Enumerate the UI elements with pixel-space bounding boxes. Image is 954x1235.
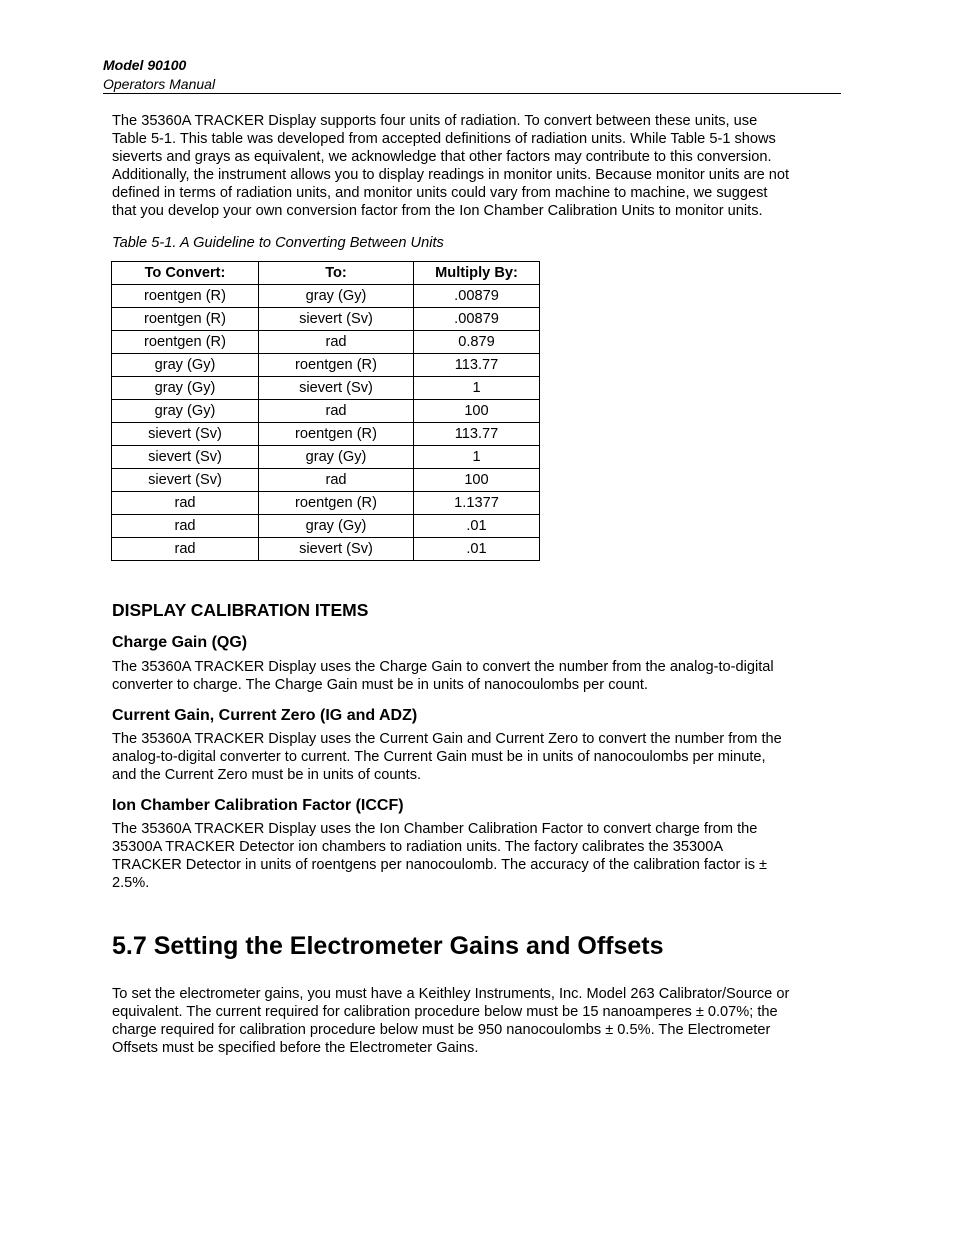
table-cell: gray (Gy) xyxy=(112,377,259,400)
text-line: To set the electrometer gains, you must have a Keithley Instruments, Inc. Model 263 Calibrator/Source or xyxy=(112,986,790,1002)
table-cell: rad xyxy=(112,538,259,561)
table-row xyxy=(112,377,540,400)
text-line: TRACKER Detector in units of roentgens per nanocoulomb. The accuracy of the calibration factor is ± xyxy=(112,857,768,873)
table-cell: rad xyxy=(259,469,414,492)
text-line: Offsets must be specified before the Electrometer Gains. xyxy=(112,1040,479,1056)
unit-conversion-table xyxy=(111,261,540,561)
text-line: 35300A TRACKER Detector ion chambers to radiation units. The factory calibrates the 35300A xyxy=(112,839,724,855)
table-cell: sievert (Sv) xyxy=(112,446,259,469)
table-cell: gray (Gy) xyxy=(259,285,414,308)
table-cell: roentgen (R) xyxy=(259,423,414,446)
table-cell: rad xyxy=(112,515,259,538)
table-cell: 1 xyxy=(414,446,540,469)
manual-title: Operators Manual xyxy=(103,76,216,92)
table-cell: sievert (Sv) xyxy=(259,377,414,400)
table-row xyxy=(112,446,540,469)
table-cell: roentgen (R) xyxy=(259,492,414,515)
page-header xyxy=(103,56,841,93)
table-cell: .01 xyxy=(414,515,540,538)
table-cell: .01 xyxy=(414,538,540,561)
text-line: charge required for calibration procedure below must be 950 nanocoulombs ± 0.5%. The Electrometer xyxy=(112,1022,771,1038)
text-line: Table 5-1. This table was developed from accepted definitions of radiation units. While Table 5-1 shows xyxy=(112,131,776,147)
text-line: sieverts and grays as equivalent, we acknowledge that other factors may contribute to this conversion. xyxy=(112,149,772,165)
table-cell: 113.77 xyxy=(414,423,540,446)
model-name: Model 90100 xyxy=(103,57,187,73)
table-cell: .00879 xyxy=(414,285,540,308)
table-cell: sievert (Sv) xyxy=(259,308,414,331)
current-gain-paragraph xyxy=(112,730,844,784)
column-header: To Convert: xyxy=(112,262,259,285)
text-line: analog-to-digital converter to current. The Current Gain must be in units of nanocoulombs per minute, xyxy=(112,749,766,765)
table-cell: .00879 xyxy=(414,308,540,331)
text-line: Additionally, the instrument allows you to display readings in monitor units. Because monitor units are not xyxy=(112,167,790,183)
table-cell: rad xyxy=(112,492,259,515)
table-cell: gray (Gy) xyxy=(259,446,414,469)
table-cell: roentgen (R) xyxy=(259,354,414,377)
table-cell: 0.879 xyxy=(414,331,540,354)
section-heading: DISPLAY CALIBRATION ITEMS xyxy=(112,600,369,620)
table-row xyxy=(112,354,540,377)
table-row xyxy=(112,285,540,308)
table-cell: 100 xyxy=(414,400,540,423)
charge-gain-paragraph xyxy=(112,658,844,694)
text-line: The 35360A TRACKER Display uses the Ion Chamber Calibration Factor to convert charge from the xyxy=(112,821,758,837)
table-cell: rad xyxy=(259,400,414,423)
subsection-heading: Current Gain, Current Zero (IG and ADZ) xyxy=(112,707,418,724)
table-cell: rad xyxy=(259,331,414,354)
table-row xyxy=(112,492,540,515)
text-line: 2.5%. xyxy=(112,875,150,891)
column-header: Multiply By: xyxy=(414,262,540,285)
text-line: defined in terms of radiation units, and monitor units could vary from machine to machine, we suggest xyxy=(112,185,768,201)
table-cell: roentgen (R) xyxy=(112,308,259,331)
table-cell: sievert (Sv) xyxy=(259,538,414,561)
iccf-paragraph xyxy=(112,820,844,892)
table-row xyxy=(112,308,540,331)
text-line: equivalent. The current required for calibration procedure below must be 15 nanoamperes ± 0.07%; the xyxy=(112,1004,778,1020)
subsection-heading: Ion Chamber Calibration Factor (ICCF) xyxy=(112,797,404,814)
header-divider xyxy=(103,93,841,94)
table-cell: roentgen (R) xyxy=(112,331,259,354)
table-caption: Table 5-1. A Guideline to Converting Between Units xyxy=(112,235,444,251)
column-header: To: xyxy=(259,262,414,285)
text-line: converter to charge. The Charge Gain must be in units of nanocoulombs per count. xyxy=(112,677,648,693)
table-row xyxy=(112,515,540,538)
table-cell: gray (Gy) xyxy=(112,354,259,377)
text-line: The 35360A TRACKER Display supports four units of radiation. To convert between these units, use xyxy=(112,113,758,129)
table-cell: 113.77 xyxy=(414,354,540,377)
table-row xyxy=(112,331,540,354)
text-line: and the Current Zero must be in units of counts. xyxy=(112,767,422,783)
subsection-heading: Charge Gain (QG) xyxy=(112,634,248,651)
table-cell: sievert (Sv) xyxy=(112,423,259,446)
electrometer-paragraph xyxy=(112,985,844,1057)
table-cell: 1.1377 xyxy=(414,492,540,515)
intro-paragraph xyxy=(112,112,844,220)
text-line: The 35360A TRACKER Display uses the Charge Gain to convert the number from the analog-to-digital xyxy=(112,659,774,675)
text-line: The 35360A TRACKER Display uses the Current Gain and Current Zero to convert the number from the xyxy=(112,731,782,747)
table-cell: 1 xyxy=(414,377,540,400)
table-cell: 100 xyxy=(414,469,540,492)
table-cell: roentgen (R) xyxy=(112,285,259,308)
table-row xyxy=(112,423,540,446)
table-header-row xyxy=(112,262,540,285)
table-cell: gray (Gy) xyxy=(112,400,259,423)
table-cell: gray (Gy) xyxy=(259,515,414,538)
table-row xyxy=(112,400,540,423)
text-line: that you develop your own conversion factor from the Ion Chamber Calibration Units to monitor units. xyxy=(112,203,763,219)
chapter-heading: 5.7 Setting the Electrometer Gains and Offsets xyxy=(112,932,664,960)
table-row xyxy=(112,538,540,561)
table-cell: sievert (Sv) xyxy=(112,469,259,492)
table-row xyxy=(112,469,540,492)
